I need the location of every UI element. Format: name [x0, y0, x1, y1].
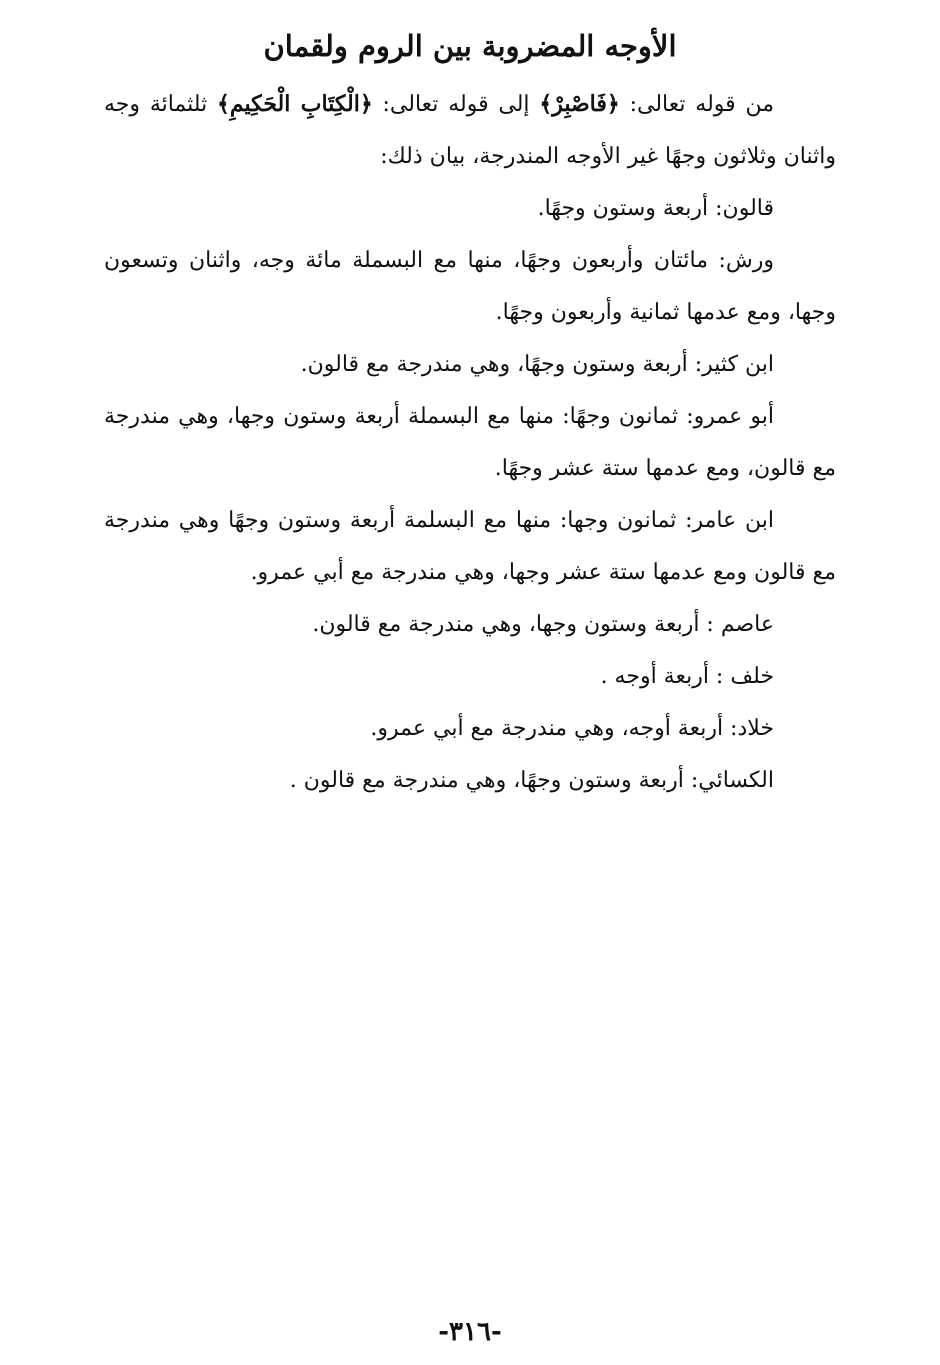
page-number: -٣١٦-	[438, 1317, 502, 1347]
reader-paragraph-khallad: خلاد: أربعة أوجه، وهي مندرجة مع أبي عمرو.	[370, 716, 774, 741]
verse-end: ﴿الْكِتَابِ الْحَكِيمِ﴾	[217, 91, 373, 117]
reader-paragraph-ibn-amir: ابن عامر: ثمانون وجها: منها مع البسلمة أربعة وستون وجهًا وهي مندرجة مع قالون ومع عدمها ستة عشر وجها، وهي مندرجة مع أبي عمرو.	[104, 508, 836, 585]
intro-from-text: من قوله تعالى:	[619, 92, 774, 117]
reader-paragraph-khalaf: خلف : أربعة أوجه .	[600, 664, 774, 689]
reader-paragraph-ibn-kathir: ابن كثير: أربعة وستون وجهًا، وهي مندرجة مع قالون.	[300, 352, 774, 377]
reader-paragraph-warsh: ورش: مائتان وأربعون وجهًا، منها مع البسملة مائة وجه، واثنان وتسعون وجها، ومع عدمها ثمانية وأربعون وجهًا.	[104, 248, 836, 325]
intro-to-text: إلى قوله تعالى:	[372, 92, 540, 117]
reader-paragraph-kisai: الكسائي: أربعة وستون وجهًا، وهي مندرجة مع قالون .	[289, 768, 774, 793]
reader-paragraph-asim: عاصم : أربعة وستون وجها، وهي مندرجة مع قالون.	[312, 612, 774, 637]
reader-paragraph-qalun: قالون: أربعة وستون وجهًا.	[537, 196, 774, 221]
verse-start: ﴿فَاصْبِرْ﴾	[539, 91, 620, 117]
intro-rest-text: ثلثمائة وجه واثنان وثلاثون وجهًا غير الأوجه المندرجة، بيان ذلك:	[104, 92, 836, 169]
intro-paragraph	[104, 78, 836, 183]
page-title: الأوجه المضروبة بين الروم ولقمان	[263, 29, 677, 63]
document-body	[104, 78, 836, 807]
reader-paragraph-abu-amr: أبو عمرو: ثمانون وجهًا: منها مع البسملة أربعة وستون وجها، وهي مندرجة مع قالون، ومع عدمها ستة عشر وجهًا.	[104, 404, 836, 481]
